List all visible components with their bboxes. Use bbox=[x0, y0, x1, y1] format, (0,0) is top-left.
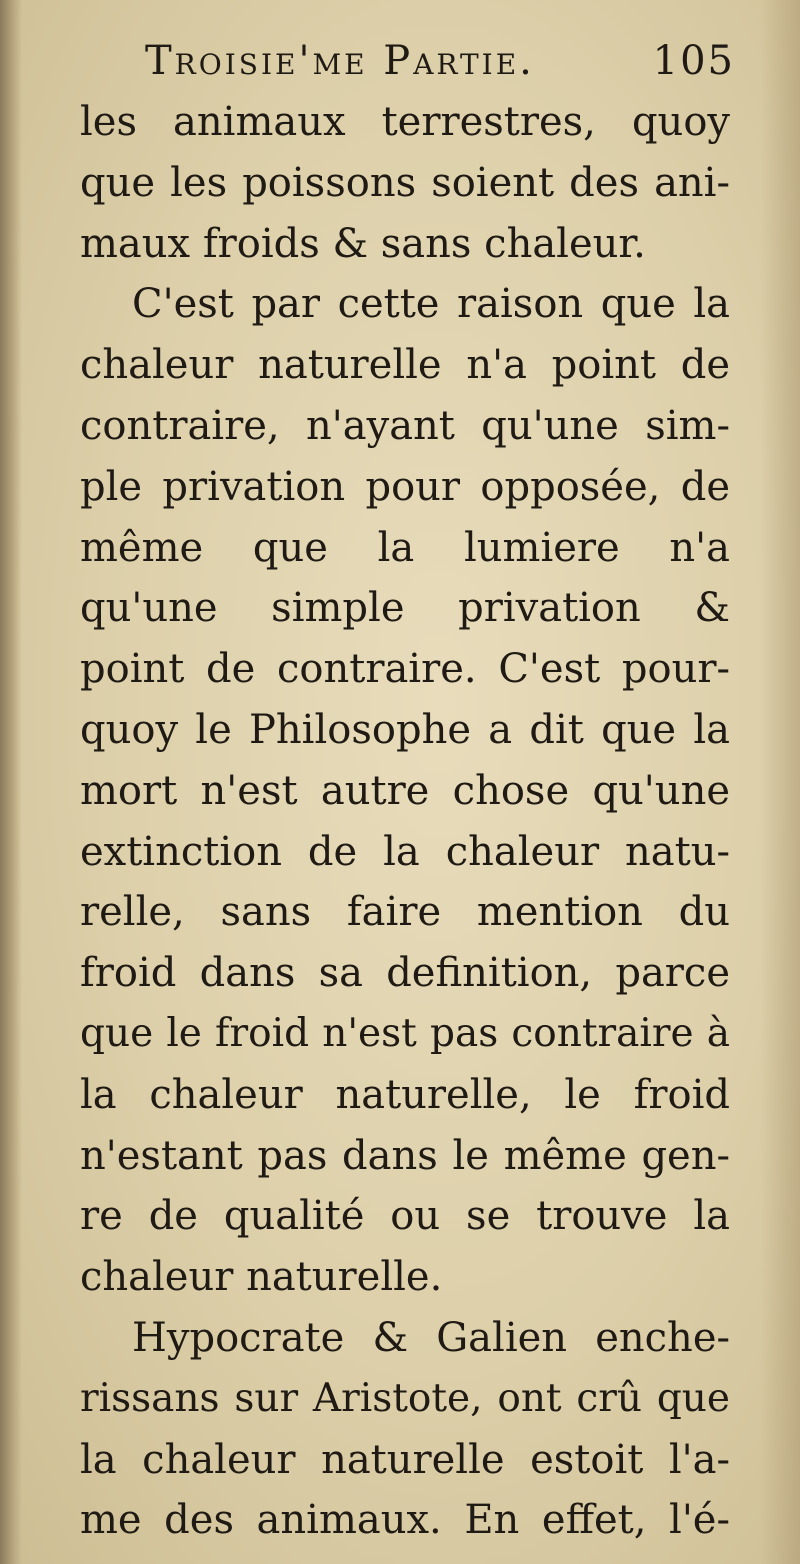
text-line: la chaleur naturelle, le froid bbox=[80, 1071, 730, 1118]
text-line: que le froid n'est pas contraire à bbox=[80, 1010, 730, 1056]
text-line: Hypocrate & Galien enche- bbox=[132, 1314, 730, 1361]
text-line: qu'une simple privation & bbox=[80, 585, 730, 632]
text-line: me des animaux. En effet, l'é- bbox=[80, 1497, 730, 1544]
text-line: les animaux terrestres, quoy bbox=[80, 99, 730, 145]
text-line: extinction de la chaleur natu- bbox=[80, 828, 730, 875]
text-line: mort n'est autre chose qu'une bbox=[80, 767, 730, 814]
page-number: 105 bbox=[652, 38, 735, 84]
text-line: contraire, n'ayant qu'une sim- bbox=[80, 402, 730, 449]
running-header bbox=[145, 38, 735, 98]
text-line: maux froids & sans chaleur. bbox=[80, 220, 646, 267]
text-line: C'est par cette raison que la bbox=[132, 281, 730, 328]
text-line: froid dans sa definition, parce bbox=[80, 950, 730, 997]
text-line: point de contraire. C'est pour- bbox=[80, 646, 730, 693]
text-line: la chaleur naturelle estoit l'a- bbox=[80, 1436, 730, 1483]
text-line: relle, sans faire mention du bbox=[80, 889, 730, 936]
text-line: re de qualité ou se trouve la bbox=[80, 1193, 730, 1240]
text-line: même que la lumiere n'a bbox=[80, 524, 730, 571]
text-line: chaleur naturelle n'a point de bbox=[80, 342, 730, 389]
text-line: ple privation pour opposée, de bbox=[80, 463, 730, 510]
running-head-title: Troisie'me Partie. bbox=[145, 38, 535, 84]
text-line: que les poissons soient des ani- bbox=[80, 159, 730, 206]
body-text bbox=[80, 92, 730, 1551]
page-gutter-shadow bbox=[0, 0, 22, 1564]
text-line: chaleur naturelle. bbox=[80, 1254, 443, 1301]
page-edge-shadow bbox=[760, 0, 800, 1564]
text-line: quoy le Philosophe a dit que la bbox=[80, 706, 730, 753]
text-line: n'estant pas dans le même gen- bbox=[80, 1132, 730, 1179]
text-line: rissans sur Aristote, ont crû que bbox=[80, 1375, 730, 1421]
